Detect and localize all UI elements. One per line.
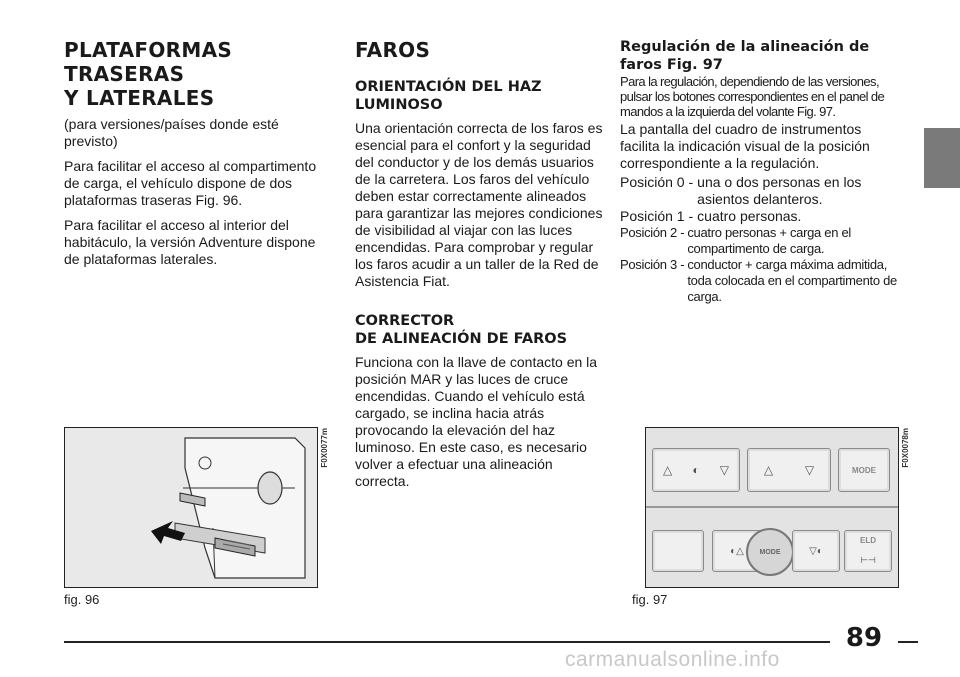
paragraph-beam-orientation: Una orientación correcta de los faros es esencial para el confort y la seguridad del conductor y de los demás usuarios de la carretera. Los faros del vehículo deben estar correctamente alineados para garantizar las mejores condiciones de visibilidad al viajar con las luces encendidas. Para comprobar y regular los faros acudir a un taller de la Red de Asistencia Fiat.	[355, 120, 603, 289]
down-triangle-icon: ▽	[719, 463, 729, 477]
figure-97-alignment-panel	[645, 427, 899, 588]
position-1	[620, 208, 900, 225]
rear-platform-illustration	[65, 428, 317, 587]
axle-icon: ⊢⊣	[860, 555, 876, 565]
chapter-tab-marker	[924, 128, 960, 188]
display-mode	[838, 448, 890, 492]
display-headlight-position	[652, 448, 740, 492]
watermark: carmanualsonline.info	[565, 648, 780, 671]
footer-rule-right	[898, 641, 918, 643]
section-title-platforms	[64, 38, 324, 110]
subheading-line-2: DE ALINEACIÓN DE FAROS	[355, 331, 568, 347]
mode-label: MODE	[852, 465, 876, 475]
paragraph-alignment-corrector: Funciona con la llave de contacto en la posición MAR y las luces de cruce encendidas. Cuando el vehículo está cargado, se inclina hacia atrás provocando la elevación del haz luminoso. En este caso, es necesario volver a efectuar una alineación correcta.	[355, 354, 598, 489]
position-value: cuatro personas.	[697, 208, 802, 224]
headlight-icon: ◐	[692, 463, 700, 477]
position-0	[620, 174, 900, 208]
paragraph-buttons-instruction: Para la regulación, dependiendo de las versiones, pulsar los botones correspondientes en el panel de mandos a la izquierda del volante Fig. 97.	[620, 74, 885, 119]
heading-line-2: faros Fig. 97	[620, 57, 723, 73]
up-triangle-icon: △	[763, 463, 774, 477]
subheading-line-1: CORRECTOR	[355, 313, 455, 329]
panel-divider	[646, 506, 898, 508]
position-label: Posición 3 -	[620, 257, 685, 272]
column-headlights	[355, 38, 610, 498]
blank-button	[652, 530, 704, 572]
mode-knob	[746, 528, 794, 576]
figure-caption-96: fig. 96	[64, 592, 100, 607]
headlight-down-button	[792, 530, 840, 572]
figure-code-97: F0X0078m	[901, 428, 910, 468]
column-platforms	[64, 38, 324, 276]
position-2	[620, 225, 900, 257]
position-label: Posición 0 -	[620, 174, 694, 190]
figure-96-rear-platforms	[64, 427, 318, 588]
title-line-1: PLATAFORMAS	[64, 38, 233, 62]
position-value: una o dos personas en los asientos delanteros.	[697, 174, 862, 207]
subheading-beam-orientation	[355, 78, 610, 114]
subheading-line-2: LUMINOSO	[355, 97, 443, 113]
title-line-2: TRASERAS	[64, 62, 185, 86]
footer-rule-left	[64, 641, 830, 643]
figure-caption-97: fig. 97	[632, 592, 668, 607]
figure-code-96: F0X0077m	[320, 428, 329, 468]
position-value: cuatro personas + carga en el compartimento de carga.	[687, 225, 851, 256]
paragraph-availability: (para versiones/países donde esté previsto)	[64, 116, 279, 149]
position-3	[620, 257, 900, 305]
column-alignment-regulation	[620, 38, 900, 305]
title-line-3: Y LATERALES	[64, 86, 215, 110]
position-label: Posición 2 -	[620, 225, 685, 240]
position-label: Posición 1 -	[620, 208, 694, 224]
subheading-line-1: ORIENTACIÓN DEL HAZ	[355, 79, 542, 95]
subheading-alignment-corrector	[355, 312, 610, 348]
section-title-headlights: FAROS	[355, 38, 431, 62]
paragraph-display-indication: La pantalla del cuadro de instrumentos facilita la indicación visual de la posición correspondiente a la regulación.	[620, 121, 870, 171]
eld-button	[844, 530, 892, 572]
down-triangle-icon: ▽	[804, 463, 815, 477]
heading-alignment-regulation	[620, 38, 900, 74]
eld-label: ELD	[860, 536, 876, 545]
paragraph-side-platforms: Para facilitar el acceso al interior del habitáculo, la versión Adventure dispone de plataformas laterales.	[64, 217, 316, 267]
headlight-down-icon: ▽◐	[809, 545, 823, 557]
up-triangle-icon: △	[663, 463, 673, 477]
paragraph-rear-platforms: Para facilitar el acceso al compartimento de carga, el vehículo dispone de dos plataformas traseras Fig. 96.	[64, 158, 317, 208]
page-number: 89	[836, 620, 892, 656]
display-arrows	[747, 448, 831, 492]
position-value: conductor + carga máxima admitida, toda colocada en el compartimento de carga.	[687, 257, 897, 304]
headlight-up-icon: ◐△	[730, 545, 744, 557]
heading-line-1: Regulación de la alineación de	[620, 39, 870, 55]
knob-label: MODE	[759, 548, 781, 556]
instrument-display-row	[652, 448, 888, 500]
